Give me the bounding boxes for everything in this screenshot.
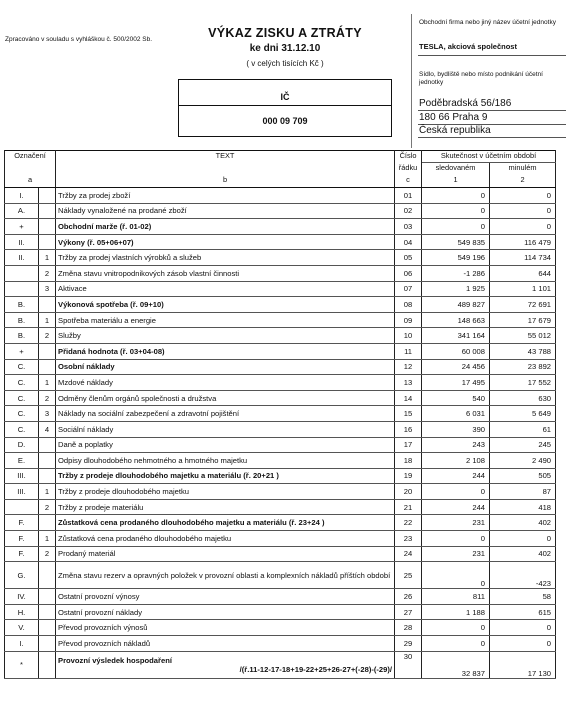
row-text-main: Náklady vynaložené na prodané zboží (58, 206, 187, 216)
row-text (56, 312, 395, 328)
col-header-previous: minulém (490, 163, 556, 175)
row-sub (39, 297, 56, 313)
row-previous-value: 0 (490, 203, 556, 219)
row-line-number: 29 (395, 636, 422, 652)
row-line-number: 23 (395, 531, 422, 547)
row-line-number: 27 (395, 604, 422, 620)
row-sub: 1 (39, 375, 56, 391)
row-previous-value: 644 (490, 265, 556, 281)
row-text (56, 281, 395, 297)
row-current-value: 0 (422, 219, 490, 235)
row-text (56, 188, 395, 204)
row-previous-value: 402 (490, 515, 556, 531)
row-mark: B. (5, 312, 39, 328)
address-line-3: Česká republika (419, 125, 491, 136)
table-row (5, 531, 556, 547)
row-text-main: Spotřeba materiálu a energie (58, 315, 156, 325)
row-text-main: Prodaný materiál (58, 549, 116, 559)
row-mark: C. (5, 359, 39, 375)
row-text (56, 390, 395, 406)
row-sub: 3 (39, 406, 56, 422)
row-line-number: 25 (395, 562, 422, 589)
row-text-main: Služby (58, 331, 81, 341)
row-current-value: 244 (422, 499, 490, 515)
table-row (5, 281, 556, 297)
row-mark: F. (5, 515, 39, 531)
col-num-2: 2 (490, 175, 556, 188)
row-line-number: 21 (395, 499, 422, 515)
row-mark: F. (5, 531, 39, 547)
row-sub (39, 359, 56, 375)
row-text (56, 375, 395, 391)
row-text-main: Tržby za prodej zboží (58, 190, 131, 200)
row-text (56, 203, 395, 219)
table-row (5, 359, 556, 375)
row-text-main: Odměny členům orgánů společnosti a družstva (58, 393, 217, 403)
row-current-value: 0 (422, 531, 490, 547)
row-sub (39, 636, 56, 652)
row-line-number: 07 (395, 281, 422, 297)
row-sub (39, 515, 56, 531)
table-header-row-3 (5, 175, 556, 188)
row-mark: I. (5, 188, 39, 204)
table-row (5, 234, 556, 250)
table-row (5, 453, 556, 469)
row-previous-value: 245 (490, 437, 556, 453)
row-previous-value: 615 (490, 604, 556, 620)
row-previous-value: 61 (490, 421, 556, 437)
address-underline-1 (418, 110, 566, 111)
row-text (56, 484, 395, 500)
row-line-number: 22 (395, 515, 422, 531)
row-text-main: Daně a poplatky (58, 440, 113, 450)
table-row (5, 188, 556, 204)
table-row (5, 203, 556, 219)
row-line-number: 01 (395, 188, 422, 204)
table-row (5, 604, 556, 620)
row-previous-value: 114 734 (490, 250, 556, 266)
row-text (56, 437, 395, 453)
row-mark (5, 499, 39, 515)
row-current-value: 390 (422, 421, 490, 437)
col-letter-b: b (56, 175, 395, 188)
row-text-formula: /(ř.11-12-17-18+19-22+25+26-27+(-28)-(-29)/ (239, 664, 393, 674)
row-text-main: Ostatní provozní náklady (58, 607, 143, 617)
row-sub (39, 620, 56, 636)
row-sub: 1 (39, 531, 56, 547)
table-row (5, 589, 556, 605)
row-previous-value: 17 552 (490, 375, 556, 391)
row-current-value: 17 495 (422, 375, 490, 391)
row-previous-value: 55 012 (490, 328, 556, 344)
row-sub (39, 203, 56, 219)
col-header-current: sledovaném (422, 163, 490, 175)
row-current-value: 24 456 (422, 359, 490, 375)
table-row (5, 312, 556, 328)
row-previous-value: 0 (490, 620, 556, 636)
firm-label: Obchodní firma nebo jiný název účetní jednotky (419, 19, 556, 26)
row-text-main: Tržby z prodeje materiálu (58, 502, 144, 512)
table-row (5, 219, 556, 235)
report-date: ke dni 31.12.10 (249, 43, 321, 54)
row-current-value: 1 925 (422, 281, 490, 297)
row-text (56, 531, 395, 547)
row-previous-value: -423 (490, 562, 556, 589)
row-sub (39, 188, 56, 204)
row-line-number: 06 (395, 265, 422, 281)
col-header-line-1: Číslo (395, 151, 422, 163)
row-text (56, 499, 395, 515)
row-previous-value: 0 (490, 531, 556, 547)
row-sub: 3 (39, 281, 56, 297)
row-previous-value: 5 649 (490, 406, 556, 422)
row-previous-value: 2 490 (490, 453, 556, 469)
row-line-number: 09 (395, 312, 422, 328)
row-current-value: -1 286 (422, 265, 490, 281)
ic-divider (179, 105, 391, 106)
row-previous-value: 58 (490, 589, 556, 605)
row-current-value: 60 008 (422, 343, 490, 359)
row-sub: 1 (39, 484, 56, 500)
table-row (5, 562, 556, 589)
row-sub: 1 (39, 312, 56, 328)
row-current-value: 244 (422, 468, 490, 484)
row-sub (39, 604, 56, 620)
row-previous-value: 1 101 (490, 281, 556, 297)
table-row (5, 343, 556, 359)
row-current-value: 0 (422, 636, 490, 652)
col-num-1: 1 (422, 175, 490, 188)
income-statement-table (4, 150, 556, 679)
row-text-main: Ostatní provozní výnosy (58, 592, 140, 602)
row-text (56, 219, 395, 235)
table-row (5, 328, 556, 344)
col-header-text: TEXT (56, 151, 395, 163)
row-sub: 2 (39, 499, 56, 515)
row-text (56, 297, 395, 313)
ic-box (178, 79, 392, 137)
row-previous-value: 402 (490, 546, 556, 562)
col-header-period: Skutečnost v účetním období (422, 151, 556, 163)
table-row (5, 250, 556, 266)
row-text-main: Mzdové náklady (58, 377, 113, 387)
row-line-number: 18 (395, 453, 422, 469)
col-letter-a: a (5, 175, 56, 188)
row-line-number: 08 (395, 297, 422, 313)
row-text (56, 468, 395, 484)
row-text-main: Změna stavu rezerv a opravných položek v provozní oblasti a komplexních nákladů příštích období (58, 570, 391, 580)
row-current-value: 549 196 (422, 250, 490, 266)
row-text-main: Výkonová spotřeba (ř. 09+10) (58, 299, 164, 309)
row-text-main: Náklady na sociální zabezpečení a zdravotní pojištění (58, 409, 240, 419)
legal-note: Zpracováno v souladu s vyhláškou č. 500/2002 Sb. (5, 36, 153, 43)
row-text (56, 359, 395, 375)
row-sub: 2 (39, 546, 56, 562)
row-text (56, 546, 395, 562)
row-text (56, 515, 395, 531)
row-text (56, 651, 395, 678)
row-previous-value: 0 (490, 219, 556, 235)
row-sub: 1 (39, 250, 56, 266)
report-units: ( v celých tisících Kč ) (246, 59, 324, 68)
row-text (56, 343, 395, 359)
row-mark: I. (5, 636, 39, 652)
row-current-value: 231 (422, 515, 490, 531)
row-sub (39, 343, 56, 359)
row-mark: C. (5, 390, 39, 406)
row-mark: B. (5, 328, 39, 344)
row-mark: IV. (5, 589, 39, 605)
row-text (56, 406, 395, 422)
row-mark: II. (5, 234, 39, 250)
table-header-row-1 (5, 151, 556, 163)
row-current-value: 1 188 (422, 604, 490, 620)
row-line-number: 10 (395, 328, 422, 344)
row-previous-value: 505 (490, 468, 556, 484)
row-text-main: Výkony (ř. 05+06+07) (58, 237, 134, 247)
row-mark: III. (5, 484, 39, 500)
row-text-main: Osobní náklady (58, 362, 115, 372)
row-current-value: 811 (422, 589, 490, 605)
row-line-number: 02 (395, 203, 422, 219)
row-current-value: 549 835 (422, 234, 490, 250)
table-row (5, 546, 556, 562)
row-current-value: 2 108 (422, 453, 490, 469)
address-underline-3 (418, 137, 566, 138)
row-mark: B. (5, 297, 39, 313)
row-text-main: Aktivace (58, 284, 87, 294)
row-text-main: Obchodní marže (ř. 01-02) (58, 221, 152, 231)
row-mark: F. (5, 546, 39, 562)
row-text (56, 234, 395, 250)
row-mark: G. (5, 562, 39, 589)
row-current-value: 6 031 (422, 406, 490, 422)
row-mark: C. (5, 375, 39, 391)
row-text (56, 421, 395, 437)
table-row (5, 437, 556, 453)
row-text (56, 604, 395, 620)
row-mark: C. (5, 406, 39, 422)
table-row (5, 421, 556, 437)
row-line-number: 19 (395, 468, 422, 484)
row-mark: II. (5, 250, 39, 266)
row-text-main: Tržby z prodeje dlouhodobého majetku (58, 487, 190, 497)
row-text (56, 589, 395, 605)
row-text-main: Převod provozních nákladů (58, 638, 151, 648)
row-current-value: 243 (422, 437, 490, 453)
row-line-number: 05 (395, 250, 422, 266)
table-header-row-2 (5, 163, 556, 175)
row-mark: * (5, 651, 39, 678)
row-current-value: 0 (422, 620, 490, 636)
row-current-value: 231 (422, 546, 490, 562)
row-current-value: 0 (422, 484, 490, 500)
row-text (56, 453, 395, 469)
row-mark (5, 265, 39, 281)
row-sub (39, 468, 56, 484)
row-text-main: Sociální náklady (58, 424, 114, 434)
row-previous-value: 72 691 (490, 297, 556, 313)
row-previous-value: 0 (490, 188, 556, 204)
table-row (5, 484, 556, 500)
row-sub (39, 219, 56, 235)
table-row (5, 515, 556, 531)
row-mark: A. (5, 203, 39, 219)
row-line-number: 15 (395, 406, 422, 422)
row-line-number: 17 (395, 437, 422, 453)
row-mark: C. (5, 421, 39, 437)
row-mark: H. (5, 604, 39, 620)
row-line-number: 16 (395, 421, 422, 437)
row-line-number: 30 (395, 651, 422, 678)
row-line-number: 28 (395, 620, 422, 636)
table-row (5, 375, 556, 391)
row-current-value: 341 164 (422, 328, 490, 344)
table-row (5, 468, 556, 484)
row-text-main: Provozní výsledek hospodaření (58, 655, 172, 665)
row-text-main: Přidaná hodnota (ř. 03+04-08) (58, 346, 165, 356)
table-row (5, 651, 556, 678)
table-row (5, 636, 556, 652)
row-mark: + (5, 343, 39, 359)
row-text (56, 620, 395, 636)
row-line-number: 12 (395, 359, 422, 375)
row-current-value: 0 (422, 203, 490, 219)
row-mark: D. (5, 437, 39, 453)
row-sub: 4 (39, 421, 56, 437)
ic-label: IČ (280, 92, 290, 102)
row-line-number: 20 (395, 484, 422, 500)
row-text-main: Zůstatková cena prodaného dlouhodobého majetku a materiálu (ř. 23+24 ) (58, 518, 325, 528)
row-previous-value: 418 (490, 499, 556, 515)
row-line-number: 24 (395, 546, 422, 562)
row-line-number: 26 (395, 589, 422, 605)
table-row (5, 265, 556, 281)
row-text (56, 562, 395, 589)
row-sub (39, 437, 56, 453)
row-previous-value: 17 130 (490, 651, 556, 678)
row-current-value: 540 (422, 390, 490, 406)
row-previous-value: 87 (490, 484, 556, 500)
row-text (56, 636, 395, 652)
row-previous-value: 23 892 (490, 359, 556, 375)
row-line-number: 11 (395, 343, 422, 359)
row-text-main: Tržby z prodeje dlouhodobého majetku a materiálu (ř. 20+21 ) (58, 471, 279, 481)
row-sub (39, 651, 56, 678)
firm-name: TESLA, akciová společnost (419, 42, 517, 51)
row-mark: + (5, 219, 39, 235)
row-text-main: Zůstatková cena prodaného dlouhodobého majetku (58, 533, 232, 543)
address-line-1: Poděbradská 56/186 (419, 98, 512, 109)
row-text (56, 328, 395, 344)
table-row (5, 499, 556, 515)
row-sub: 2 (39, 328, 56, 344)
row-current-value: 0 (422, 188, 490, 204)
address-line-2: 180 66 Praha 9 (419, 112, 488, 123)
row-line-number: 14 (395, 390, 422, 406)
row-text-main: Tržby za prodej vlastních výrobků a služeb (58, 253, 202, 263)
row-text (56, 250, 395, 266)
row-previous-value: 17 679 (490, 312, 556, 328)
row-text (56, 265, 395, 281)
row-previous-value: 116 479 (490, 234, 556, 250)
col-header-line-2: řádku (395, 163, 422, 175)
row-mark: III. (5, 468, 39, 484)
row-text-main: Převod provozních výnosů (58, 623, 148, 633)
row-sub: 2 (39, 390, 56, 406)
table-row (5, 390, 556, 406)
row-previous-value: 630 (490, 390, 556, 406)
row-previous-value: 0 (490, 636, 556, 652)
row-current-value: 32 837 (422, 651, 490, 678)
col-header-mark: Označení (5, 151, 56, 163)
row-current-value: 148 663 (422, 312, 490, 328)
row-mark: E. (5, 453, 39, 469)
header-vertical-rule (411, 14, 412, 148)
table-row (5, 406, 556, 422)
row-sub: 2 (39, 265, 56, 281)
row-sub (39, 589, 56, 605)
table-row (5, 620, 556, 636)
row-mark: V. (5, 620, 39, 636)
report-title: VÝKAZ ZISKU A ZTRÁTY (208, 26, 362, 40)
row-line-number: 13 (395, 375, 422, 391)
row-mark (5, 281, 39, 297)
row-sub (39, 234, 56, 250)
row-sub (39, 562, 56, 589)
row-sub (39, 453, 56, 469)
row-current-value: 489 827 (422, 297, 490, 313)
table-row (5, 297, 556, 313)
row-current-value: 0 (422, 562, 490, 589)
row-text-main: Změna stavu vnitropodnikových zásob vlastní činnosti (58, 268, 240, 278)
row-line-number: 04 (395, 234, 422, 250)
row-line-number: 03 (395, 219, 422, 235)
row-previous-value: 43 788 (490, 343, 556, 359)
firm-underline (418, 55, 566, 56)
ic-value: 000 09 709 (262, 116, 308, 126)
col-letter-c: c (395, 175, 422, 188)
row-text-main: Odpisy dlouhodobého nehmotného a hmotného majetku (58, 455, 248, 465)
seat-label: Sídlo, bydliště nebo místo podnikání účetní jednotky (419, 71, 543, 86)
